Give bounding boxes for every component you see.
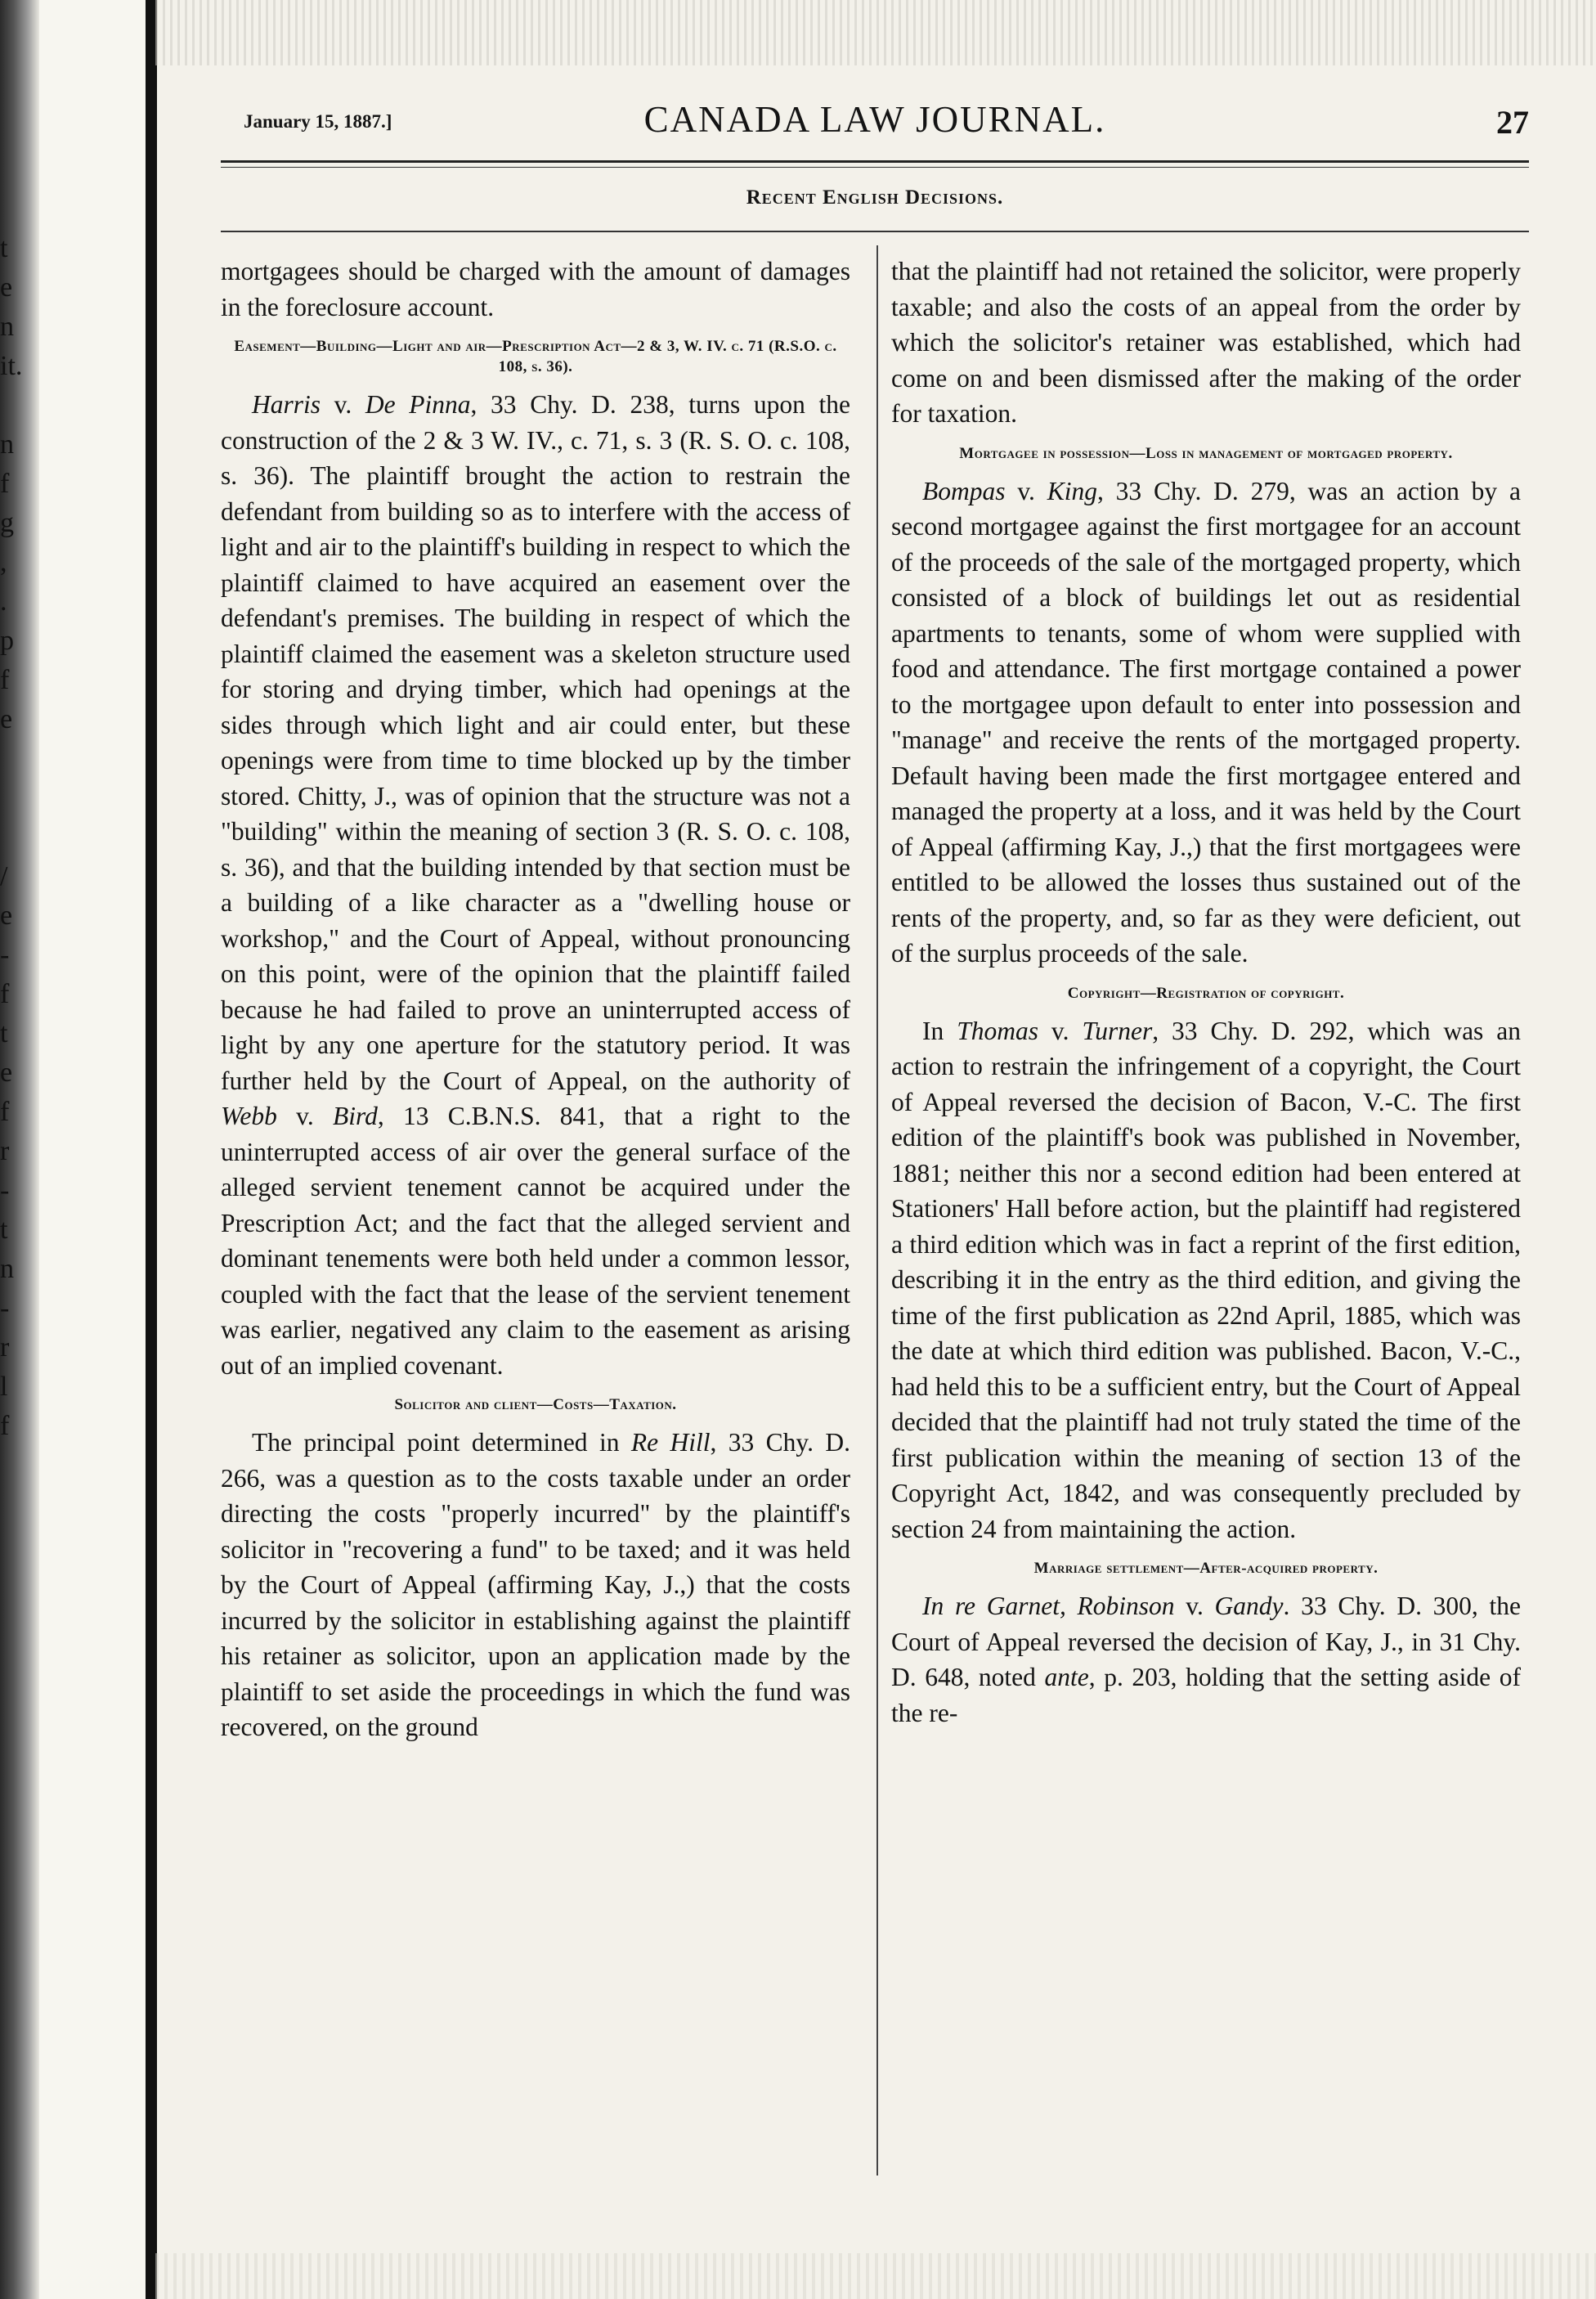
versus: v. — [1038, 1016, 1083, 1045]
header-rule-thin — [221, 167, 1529, 168]
journal-title: CANADA LAW JOURNAL. — [643, 99, 1106, 140]
case-heading: Solicitor and client—Costs—Taxation. — [394, 1396, 677, 1413]
margin-fragment: l — [0, 1372, 8, 1402]
margin-fragments — [0, 229, 33, 1947]
margin-fragment: - — [0, 940, 10, 970]
left-column — [221, 254, 850, 1745]
margin-fragment: it. — [0, 351, 23, 381]
case-heading: Copyright—Registration of copyright. — [1067, 984, 1345, 1002]
paragraph — [891, 1013, 1521, 1547]
versus: v. — [1005, 476, 1047, 505]
paragraph-text: , 13 C.B.N.S. 841, that a right to the uninterrupted access of air over the general surface of the alleged servient tenement cannot be acquired under the Prescription Act; and the fact that the alleged servient and dominant tenements were both held under a common lessor, coupled with the fact that the lease of the servient tenement was earlier, negatived any claim to the easement as arising out of an implied covenant. — [221, 1102, 850, 1380]
paragraph-text: In — [922, 1016, 957, 1045]
margin-fragment: - — [0, 1293, 10, 1323]
margin-fragment: r — [0, 1332, 10, 1363]
case-name: Turner — [1082, 1016, 1153, 1045]
header-rule — [221, 160, 1529, 163]
paragraph-text: . 33 Chy. D. 300, the Court of Appeal reversed the decision of Kay, J., in 31 Chy. D. 648, noted — [891, 1592, 1521, 1691]
margin-fragment: e — [0, 704, 13, 734]
margin-fragment: g — [0, 508, 14, 538]
case-name: Bompas — [922, 476, 1006, 505]
margin-fragment: p — [0, 626, 14, 656]
case-name: Harris — [252, 390, 321, 419]
margin-fragment — [0, 386, 33, 425]
paragraph-text: , 33 Chy. D. 279, was an action by a second mortgagee against the first mortgagee for an account of the proceeds of the sale of the mortgaged property, which consisted of a block of buildings let out as residential apartments to tenants, some of whom were supplied with food and attendance. The first mortgage contained a power to the mortgagee upon default to enter into possession and "manage" and receive the rents of the mortgaged property. Default having been made the first mortgagee entered and managed the property at a loss, and it was held by the Court of Appeal (affirming Kay, J.,) that the first mortgagees were entitled to be allowed the losses thus sustained out of the rents of the property, and, so far as they were deficient, out of the surplus proceeds of the sale. — [891, 476, 1521, 968]
case-name: Webb — [221, 1102, 277, 1130]
column-divider — [876, 245, 878, 2176]
margin-fragment: r — [0, 1136, 10, 1166]
section-rule — [221, 231, 1529, 232]
margin-fragment: e — [0, 272, 13, 303]
page-number: 27 — [1496, 104, 1529, 141]
paragraph — [221, 1425, 850, 1745]
right-column — [891, 254, 1521, 1731]
header-date: January 15, 1887.] — [244, 111, 392, 132]
case-name: Thomas — [957, 1016, 1038, 1045]
case-heading: Marriage settlement—After-acquired property. — [1033, 1560, 1379, 1577]
paragraph-text: The principal point determined in — [252, 1428, 631, 1457]
case-heading: Easement—Building—Light and air—Prescription Act—2 & 3, W. IV. c. 71 (R.S.O. c. 108, s. 36). — [234, 338, 837, 375]
versus: v. — [321, 390, 365, 419]
case-name: De Pinna — [365, 390, 471, 419]
citation-ante: ante — [1044, 1663, 1089, 1691]
scan-noise-bottom — [155, 2253, 1596, 2299]
margin-fragment — [0, 779, 33, 818]
margin-fragment: f — [0, 1411, 10, 1441]
paragraph — [221, 387, 850, 1383]
margin-fragment — [0, 818, 33, 857]
margin-fragment: n — [0, 1254, 14, 1284]
paragraph-text: , 33 Chy. D. 292, which was an action to restrain the infringement of a copyright, the Court of Appeal reversed the decision of Bacon, V.-C. The first edition of the plaintiff's book was published in November, 1881; neither this nor a second edition had been entered at Stationers' Hall before action, but the plaintiff had registered a third edition which was in fact a reprint of the first edition, describing it in the entry as the third edition, and giving the time of the first publication as 22nd April, 1885, which was the date at which third edition was published. Bacon, V.-C., had held this to be a sufficient entry, but the Court of Appeal decided that the plaintiff had not truly stated the time of the first publication within the meaning of section 13 of the Copyright Act, 1842, and was consequently precluded by section 24 from maintaining the action. — [891, 1016, 1521, 1543]
case-name: Re Hill — [630, 1428, 711, 1457]
margin-fragment: , — [0, 547, 7, 577]
margin-fragment: f — [0, 665, 10, 695]
margin-fragment: n — [0, 429, 14, 460]
margin-fragment: . — [0, 586, 7, 617]
paragraph-text: , 33 Chy. D. 238, turns upon the construction of the 2 & 3 W. IV., c. 71, s. 3 (R. S. O. c. 108, s. 36). The plaintiff brought the action to restrain the defendant from building so as to interfere with the access of light and air to the plaintiff's building in respect to which the plaintiff claimed to have acquired an easement over the defendant's premises. The building in respect of which the plaintiff claimed the easement was a skeleton structure used for storing and drying timber, which had openings at the sides through which light and air could enter, but these openings were from time to time blocked up by the timber stored. Chitty, J., was of opinion that the structure was not a "building" within the meaning of section 3 (R. S. O. c. 108, s. 36), and that the building intended by that section must be a building of a like character as a "dwelling house or workshop," and the Court of Appeal, without pronouncing on this point, were of the opinion that the plaintiff failed because he had failed to prove an uninterrupted access of light by any one aperture for the statutory period. It was further held by the Court of Appeal, on the authority of — [221, 390, 850, 1095]
previous-page-edge — [39, 0, 157, 2299]
margin-fragment: f — [0, 1097, 10, 1127]
page-header — [221, 88, 1529, 154]
margin-fragment: / — [0, 861, 8, 891]
paragraph: mortgagees should be charged with the amount of damages in the foreclosure account. — [221, 257, 850, 321]
margin-fragment: e — [0, 900, 13, 931]
versus: v. — [276, 1102, 333, 1130]
margin-fragment: e — [0, 1057, 13, 1088]
paragraph-text: , 33 Chy. D. 266, was a question as to the costs taxable under an order directing the costs "properly incurred" by the plaintiff's solicitor in "recovering a fund" to be taxed; and it was held by the Court of Appeal (affirming Kay, J.,) that the costs incurred by the solicitor in establishing against the plaintiff his retainer as solicitor, upon an application made by the plaintiff to set aside the proceedings in which the fund was recovered, on the ground — [221, 1428, 851, 1741]
versus: v. — [1174, 1592, 1215, 1620]
margin-fragment: t — [0, 233, 8, 263]
margin-fragment: f — [0, 979, 10, 1009]
section-title: Recent English Decisions. — [746, 186, 1004, 209]
paragraph-text: , p. 203, holding that the setting aside of the re- — [891, 1663, 1521, 1727]
paragraph: that the plaintiff had not retained the solicitor, were properly taxable; and also the costs of an appeal from the order by which the solicitor's retainer was established, which had come on and been dismissed after the making of the order for taxation. — [891, 257, 1521, 428]
case-name: Gandy — [1214, 1592, 1284, 1620]
case-name: Bird — [332, 1102, 378, 1130]
paragraph — [891, 474, 1521, 972]
margin-fragment: t — [0, 1018, 8, 1048]
case-heading: Mortgagee in possession—Loss in management of mortgaged property. — [959, 444, 1453, 462]
case-name: In re Garnet, Robinson — [922, 1592, 1175, 1620]
scan-noise-top — [155, 0, 1596, 65]
margin-fragment — [0, 739, 33, 779]
margin-fragment: f — [0, 469, 10, 499]
case-name: King — [1047, 476, 1097, 505]
margin-fragment: n — [0, 312, 14, 342]
margin-fragment: t — [0, 1215, 8, 1245]
margin-fragment: - — [0, 1175, 10, 1206]
paragraph — [891, 1588, 1521, 1731]
